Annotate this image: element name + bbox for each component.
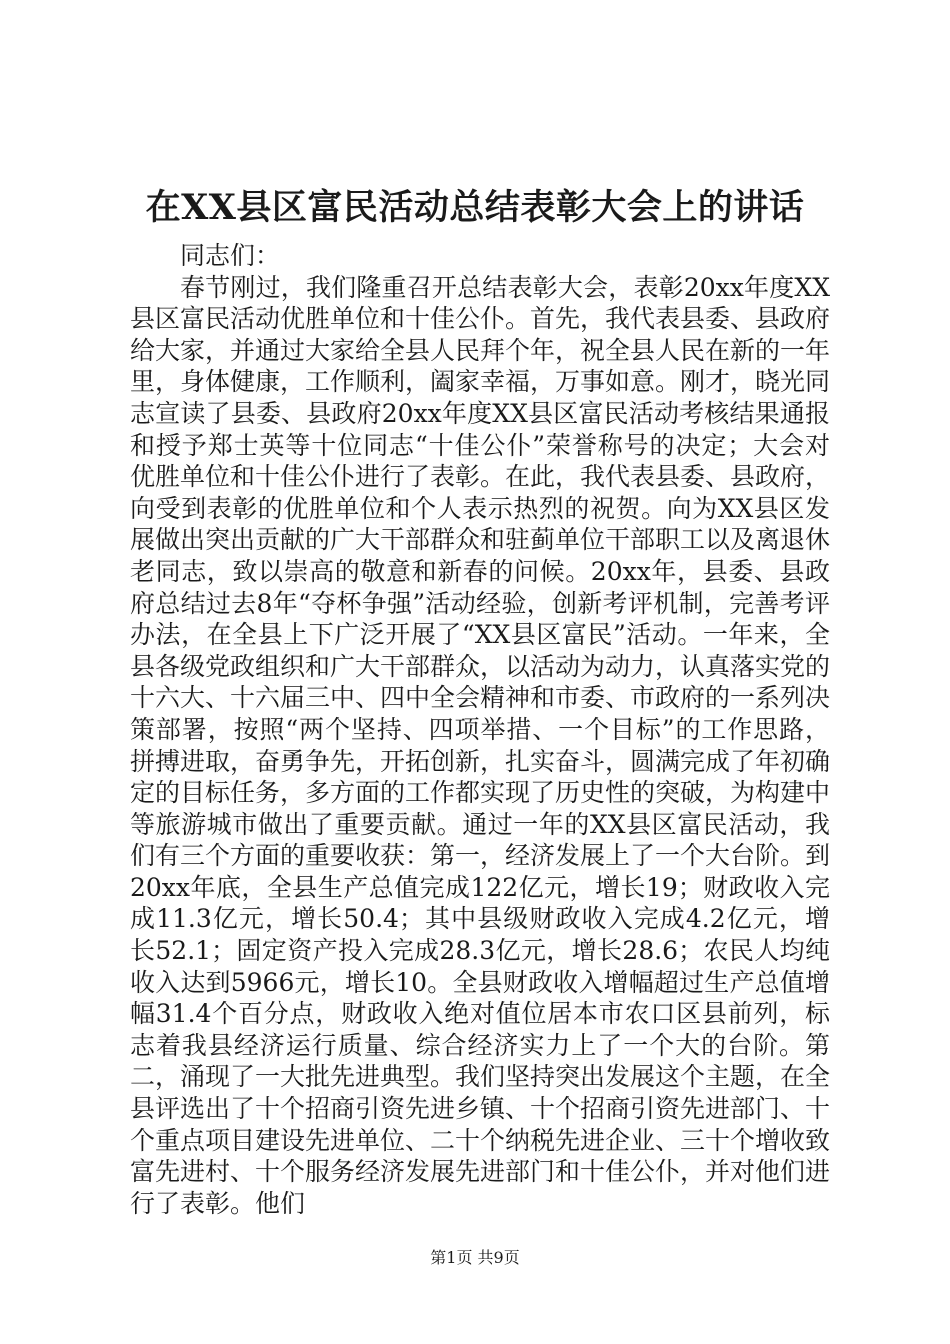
page-footer: 第1页 共9页: [430, 1248, 520, 1267]
document-title: 在XX县区富民活动总结表彰大会上的讲话: [145, 187, 805, 228]
body-paragraph: 春节刚过，我们隆重召开总结表彰大会，表彰20xx年度XX县区富民活动优胜单位和十佳公仆。首先，我代表县委、县政府给大家，并通过大家给全县人民拜个年，祝全县人民在新的一年里，身体健康，工作顺利，阖家幸福，万事如意。刚才，晓光同志宣读了县委、县政府20xx年度XX县区富民活动考核结果通报和授予郑士英等十位同志“十佳公仆”荣誉称号的决定；大会对优胜单位和十佳公仆进行了表彰。在此，我代表县委、县政府，向受到表彰的优胜单位和个人表示热烈的祝贺。向为XX县区发展做出突出贡献的广大干部群众和驻蓟单位干部职工以及离退休老同志，致以崇高的敬意和新春的问候。20xx年，县委、县政府总结过去8年“夺杯争强”活动经验，创新考评机制，完善考评办法，在全县上下广泛开展了“XX县区富民”活动。一年来，全县各级党政组织和广大干部群众，以活动为动力，认真落实党的十六大、十六届三中、四中全会精神和市委、市政府的一系列决策部署，按照“两个坚持、四项举措、一个目标”的工作思路，拼搏进取，奋勇争先，开拓创新，扎实奋斗，圆满完成了年初确定的目标任务，多方面的工作都实现了历史性的突破，为构建中等旅游城市做出了重要贡献。通过一年的XX县区富民活动，我们有三个方面的重要收获：第一，经济发展上了一个大台阶。到20xx年底，全县生产总值完成122亿元，增长19；财政收入完成11.3亿元，增长50.4；其中县级财政收入完成4.2亿元，增长52.1；固定资产投入完成28.3亿元，增长28.6；农民人均纯收入达到5966元，增长10。全县财政收入增幅超过生产总值增幅31.4个百分点，财政收入绝对值位居本市农口区县前列，标志着我县经济运行质量、综合经济实力上了一个大的台阶。第二，涌现了一大批先进典型。我们坚持突出发展这个主题，在全县评选出了十个招商引资先进乡镇、十个招商引资先进部门、十个重点项目建设先进单位、二十个纳税先进企业、三十个增收致富先进村、十个服务经济发展先进部门和十佳公仆，并对他们进行了表彰。他们: [130, 272, 831, 1218]
document-body: [130, 240, 830, 1219]
salutation: 同志们：: [180, 241, 281, 270]
